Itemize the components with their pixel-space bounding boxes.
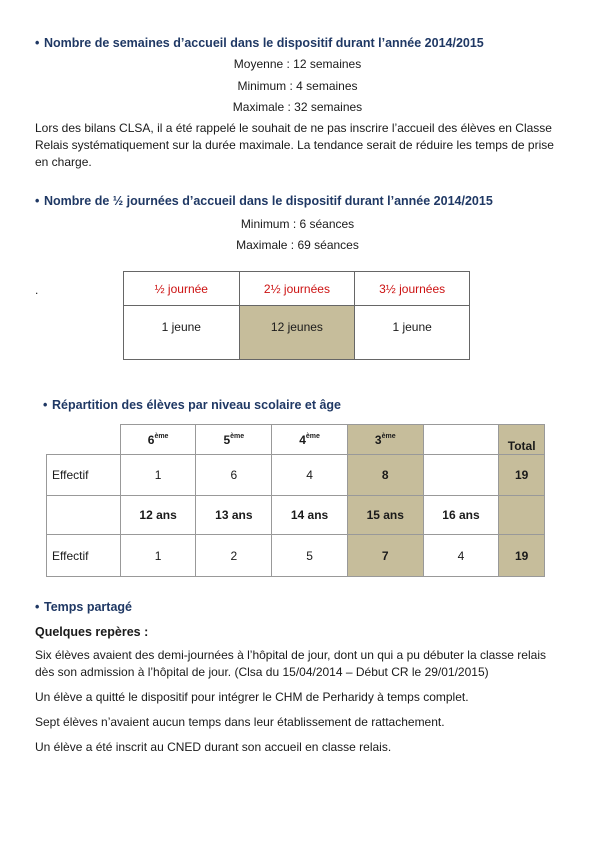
paragraph-chm: Un élève a quitté le dispositif pour intégrer le CHM de Perharidy à temps complet. [35,690,469,704]
cell-value: 2 [196,535,272,577]
age-header-highlight: 15 ans [347,496,423,535]
section-heading-distribution [43,398,341,412]
row-label: Effectif [47,535,121,577]
cell-value-highlight: 8 [347,455,423,496]
level-header: 4ème [272,425,348,455]
header-two-half-days: 2½ journées [239,272,355,306]
cell-value: 4 [423,535,499,577]
header-half-day: ½ journée [124,272,240,306]
cell-value: 1 jeune [124,306,240,360]
paragraph-cned: Un élève a été inscrit au CNED durant son accueil en classe relais. [35,740,392,754]
cell-value-highlight: 12 jeunes [239,306,355,360]
cell-value-highlight: 7 [347,535,423,577]
heading-text: Répartition des élèves par niveau scolaire et âge [52,398,342,412]
cell-value [423,455,499,496]
row-label: Effectif [47,455,121,496]
cell-value: 5 [272,535,348,577]
cell-value: 1 [120,535,196,577]
section-heading-half-days [35,194,493,208]
stat-maximum-weeks: Maximale : 32 semaines [232,100,363,114]
heading-text: Nombre de ½ journées d’accueil dans le dispositif durant l’année 2014/2015 [44,194,493,208]
total-value: 19 [499,535,545,577]
stat-minimum-sessions: Minimum : 6 séances [240,217,355,231]
cell-value: 1 [120,455,196,496]
level-header: 6ème [120,425,196,455]
section-heading-shared-time [35,600,132,614]
total-header: Total [499,425,545,455]
paragraph-clsa: Lors des bilans CLSA, il a été rappelé le souhait de ne pas inscrire l’accueil des élèves en Classe Relais systématiquement sur la durée maximale. La tendance serait de réduire les temps de prise en charge. [35,121,554,169]
empty-cell [47,496,121,535]
heading-text: Temps partagé [44,600,132,614]
stat-minimum-weeks: Minimum : 4 semaines [237,79,358,93]
cell-value: 6 [196,455,272,496]
stray-dot: . [35,283,39,297]
age-header: 12 ans [120,496,196,535]
total-value: 19 [499,455,545,496]
header-three-half-days: 3½ journées [355,272,470,306]
level-age-table [46,424,545,577]
bullet-icon: • [35,600,40,614]
half-days-table [123,271,470,360]
stat-maximum-sessions: Maximale : 69 séances [236,238,359,252]
bullet-icon: • [35,36,40,50]
subtitle-landmarks: Quelques repères : [35,625,149,639]
paragraph-day-hospital: Six élèves avaient des demi-journées à l’hôpital de jour, dont un qui a pu débuter la classe relais dès son admission à l’hôpital de jour. (Clsa du 15/04/2014 – Début CR le 29/01/2015) [35,648,546,679]
empty-corner [47,425,121,455]
section-heading-weeks [35,36,484,50]
level-header: 5ème [196,425,272,455]
stat-average-weeks: Moyenne : 12 semaines [233,57,362,71]
level-header-highlight: 3ème [347,425,423,455]
cell-value: 4 [272,455,348,496]
bullet-icon: • [43,398,48,412]
paragraph-no-time: Sept élèves n’avaient aucun temps dans leur établissement de rattachement. [35,715,445,729]
age-header: 14 ans [272,496,348,535]
age-header: 16 ans [423,496,499,535]
heading-text: Nombre de semaines d’accueil dans le dispositif durant l’année 2014/2015 [44,36,484,50]
empty-cell-shaded [499,496,545,535]
cell-value: 1 jeune [355,306,470,360]
age-header: 13 ans [196,496,272,535]
bullet-icon: • [35,194,40,208]
empty-cell [423,425,499,455]
